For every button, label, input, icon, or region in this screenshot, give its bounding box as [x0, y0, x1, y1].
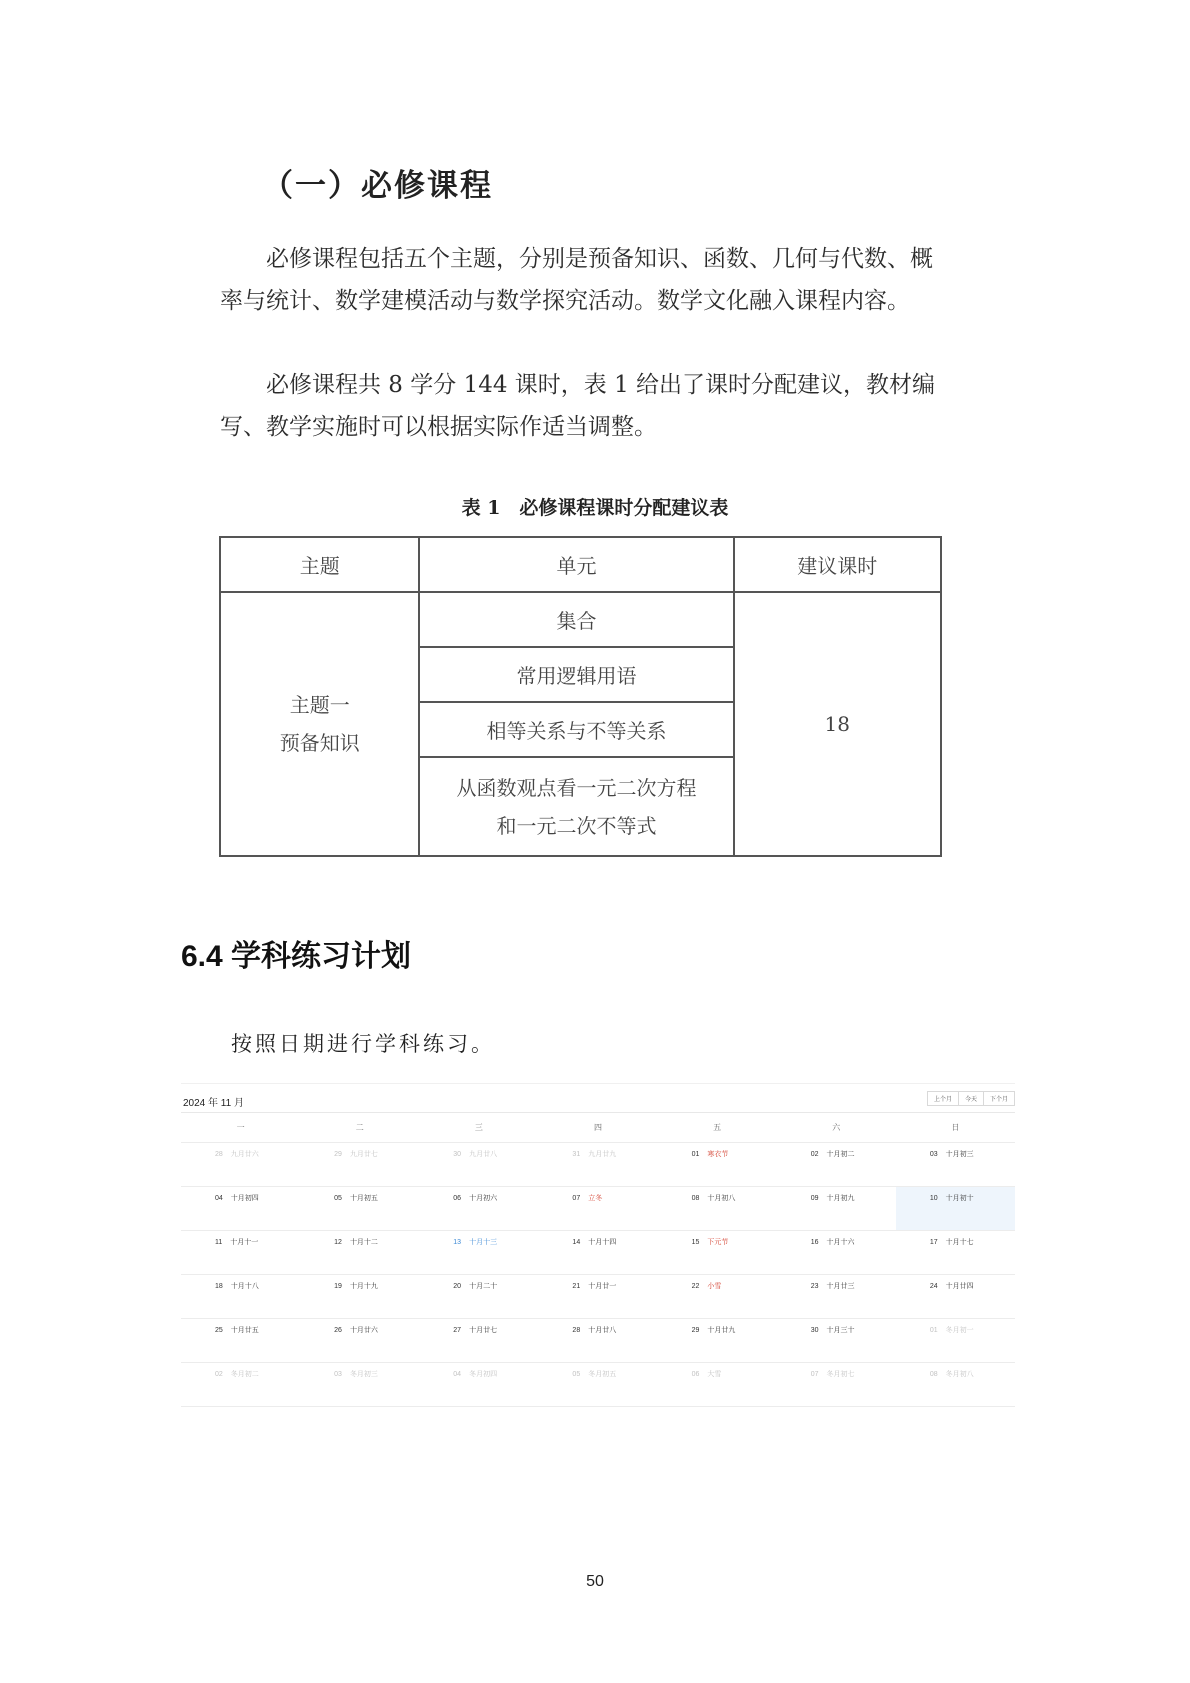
day-number: 24: [929, 1283, 938, 1290]
lunar-date: 小雪: [707, 1283, 722, 1290]
unit-cell: [419, 757, 733, 856]
lunar-date: 下元节: [707, 1239, 729, 1246]
calendar-day-text: [811, 1281, 855, 1291]
day-number: 08: [691, 1195, 700, 1202]
unit-cell: 相等关系与不等关系: [419, 702, 733, 757]
calendar-day-cell[interactable]: [777, 1187, 896, 1231]
lunar-date: 十月初八: [707, 1195, 736, 1202]
lunar-date: 十月初二: [826, 1151, 855, 1158]
table-header-row: [220, 537, 941, 592]
calendar-day-cell[interactable]: [181, 1143, 300, 1187]
day-number: 30: [810, 1327, 819, 1334]
unit-cell: 集合: [419, 592, 733, 647]
calendar-day-cell[interactable]: [181, 1319, 300, 1363]
theme-name: 主题一: [289, 693, 350, 717]
day-number: 07: [810, 1371, 819, 1378]
lunar-date: 十月十九: [349, 1283, 378, 1290]
lunar-date: 十月初三: [945, 1151, 974, 1158]
header-hours: 建议课时: [734, 537, 941, 592]
day-number: 28: [572, 1327, 581, 1334]
paragraph-required-courses: 必修课程包括五个主题，分别是预备知识、函数、几何与代数、概率与统计、数学建模活动与数学探究活动。数学文化融入课程内容。: [220, 246, 933, 314]
calendar-day-text: [334, 1281, 378, 1291]
calendar-day-cell[interactable]: [896, 1143, 1015, 1187]
calendar-day-text: [811, 1325, 855, 1335]
calendar-day-text: [930, 1325, 974, 1335]
lunar-date: 冬月初五: [588, 1371, 617, 1378]
lunar-date: 十月十三: [469, 1239, 498, 1246]
lunar-date: 寒衣节: [707, 1151, 729, 1158]
section-heading: （一）必修课程: [262, 168, 493, 204]
theme-cell: [220, 592, 419, 856]
calendar-weekday-header: [181, 1113, 1015, 1143]
calendar-day-cell[interactable]: [658, 1187, 777, 1231]
calendar-day-cell[interactable]: [300, 1319, 419, 1363]
day-number: 04: [215, 1195, 223, 1202]
day-number: 16: [810, 1239, 819, 1246]
calendar-day-cell[interactable]: [538, 1231, 657, 1275]
page-number: 50: [586, 1573, 604, 1590]
lunar-date: 十月十八: [230, 1283, 259, 1290]
day-number: 10: [929, 1195, 938, 1202]
calendar-day-cell[interactable]: [181, 1363, 300, 1407]
calendar-day-text: [215, 1369, 259, 1379]
calendar-day-cell[interactable]: [538, 1143, 657, 1187]
calendar-day-text: [811, 1369, 855, 1379]
calendar-day-text: [334, 1369, 378, 1379]
calendar-day-text: [453, 1193, 497, 1203]
calendar-day-cell[interactable]: [896, 1363, 1015, 1407]
header-unit: 单元: [419, 537, 733, 592]
calendar-day-text: [930, 1369, 974, 1379]
calendar-day-cell[interactable]: [777, 1275, 896, 1319]
calendar-day-text: [811, 1149, 855, 1159]
day-number: 23: [810, 1283, 819, 1290]
weekday-label: 四: [593, 1123, 602, 1132]
lunar-date: 冬月初二: [230, 1371, 259, 1378]
calendar-day-text: [453, 1325, 497, 1335]
calendar-day-text: [215, 1325, 259, 1335]
calendar-day-cell[interactable]: [538, 1363, 657, 1407]
calendar-day-text: [334, 1149, 378, 1159]
calendar-day-cell[interactable]: [300, 1231, 419, 1275]
day-number: 30: [453, 1151, 462, 1158]
weekday-label: 五: [713, 1123, 722, 1132]
calendar-day-text: [453, 1237, 497, 1247]
calendar: [181, 1083, 1015, 1407]
calendar-day-grid: [181, 1143, 1015, 1407]
day-number: 14: [572, 1239, 581, 1246]
day-number: 05: [334, 1195, 342, 1202]
calendar-day-text: [930, 1281, 974, 1291]
calendar-day-text: [692, 1149, 729, 1159]
day-number: 12: [334, 1239, 342, 1246]
calendar-day-text: [811, 1237, 855, 1247]
day-number: 02: [810, 1151, 819, 1158]
day-number: 07: [572, 1195, 581, 1202]
day-number: 18: [215, 1283, 223, 1290]
lunar-date: 十月廿一: [588, 1283, 617, 1290]
calendar-day-cell[interactable]: [300, 1363, 419, 1407]
calendar-day-text: [215, 1237, 258, 1247]
day-number: 01: [691, 1151, 700, 1158]
day-number: 20: [453, 1283, 462, 1290]
calendar-month-title: 2024 年 11 月: [183, 1098, 244, 1109]
lunar-date: 十月十四: [588, 1239, 617, 1246]
lunar-date: 十月十七: [945, 1239, 974, 1246]
lunar-date: 冬月初四: [469, 1371, 498, 1378]
unit-cell: 常用逻辑用语: [419, 647, 733, 702]
calendar-day-cell[interactable]: [181, 1275, 300, 1319]
calendar-day-cell[interactable]: [658, 1275, 777, 1319]
weekday-label: 六: [832, 1123, 841, 1132]
day-number: 01: [929, 1327, 938, 1334]
today-button[interactable]: 今天: [958, 1091, 984, 1106]
day-number: 06: [691, 1371, 700, 1378]
calendar-day-cell[interactable]: [538, 1319, 657, 1363]
lunar-date: 冬月初一: [945, 1327, 974, 1334]
prev-month-button[interactable]: 上个月: [927, 1091, 959, 1106]
lunar-date: 十月十二: [349, 1239, 378, 1246]
calendar-day-text: [334, 1237, 378, 1247]
calendar-day-text: [692, 1237, 729, 1247]
weekday-label: 一: [236, 1123, 245, 1132]
day-number: 31: [572, 1151, 581, 1158]
calendar-day-text: [572, 1149, 616, 1159]
day-number: 08: [929, 1371, 938, 1378]
calendar-toolbar: [181, 1083, 1015, 1113]
unit-line: 从函数观点看一元二次方程: [456, 775, 697, 800]
day-number: 29: [691, 1327, 700, 1334]
lunar-date: 十月廿六: [349, 1327, 378, 1334]
lunar-date: 十月十一: [230, 1239, 259, 1246]
calendar-day-cell[interactable]: [658, 1231, 777, 1275]
chapter-title: 6.4 学科练习计划: [181, 940, 412, 973]
calendar-day-cell[interactable]: [419, 1319, 538, 1363]
lunar-date: 冬月初八: [945, 1371, 974, 1378]
calendar-day-text: [692, 1325, 736, 1335]
calendar-day-cell[interactable]: [777, 1363, 896, 1407]
lunar-date: 九月廿九: [588, 1151, 617, 1158]
lunar-date: 十月廿五: [230, 1327, 259, 1334]
day-number: 29: [334, 1151, 342, 1158]
calendar-day-cell[interactable]: [777, 1319, 896, 1363]
lunar-date: 九月廿八: [469, 1151, 498, 1158]
lunar-date: 十月二十: [469, 1283, 498, 1290]
calendar-day-cell[interactable]: [419, 1275, 538, 1319]
weekday-label: 日: [951, 1123, 960, 1132]
calendar-day-cell[interactable]: [896, 1275, 1015, 1319]
calendar-day-cell[interactable]: [419, 1143, 538, 1187]
calendar-day-cell[interactable]: [538, 1187, 657, 1231]
weekday-label: 三: [474, 1123, 483, 1132]
calendar-day-text: [692, 1369, 722, 1379]
calendar-day-cell[interactable]: [896, 1231, 1015, 1275]
calendar-day-text: [453, 1369, 497, 1379]
lunar-date: 立冬: [588, 1195, 603, 1202]
lunar-date: 九月廿七: [349, 1151, 378, 1158]
lunar-date: 十月初九: [826, 1195, 855, 1202]
calendar-day-text: [453, 1281, 497, 1291]
day-number: 26: [334, 1327, 342, 1334]
calendar-nav: [928, 1091, 1015, 1106]
calendar-day-text: [692, 1193, 736, 1203]
day-number: 03: [929, 1151, 938, 1158]
day-number: 02: [215, 1371, 223, 1378]
calendar-day-text: [811, 1193, 855, 1203]
day-number: 13: [453, 1239, 462, 1246]
lunar-date: 十月初五: [349, 1195, 378, 1202]
lunar-date: 十月初十: [945, 1195, 974, 1202]
day-number: 25: [215, 1327, 223, 1334]
calendar-day-text: [215, 1193, 259, 1203]
next-month-button[interactable]: 下个月: [983, 1091, 1015, 1106]
calendar-day-cell[interactable]: [419, 1363, 538, 1407]
calendar-day-cell[interactable]: [181, 1231, 300, 1275]
calendar-day-cell[interactable]: [300, 1275, 419, 1319]
calendar-day-text: [572, 1193, 602, 1203]
lunar-date: 十月廿九: [707, 1327, 736, 1334]
calendar-day-text: [572, 1237, 616, 1247]
calendar-day-text: [692, 1281, 722, 1291]
day-number: 05: [572, 1371, 581, 1378]
lunar-date: 十月三十: [826, 1327, 855, 1334]
day-number: 06: [453, 1195, 462, 1202]
calendar-day-cell[interactable]: [419, 1231, 538, 1275]
table-row: [220, 592, 941, 647]
lunar-date: 十月廿七: [469, 1327, 498, 1334]
lunar-date: 十月初四: [230, 1195, 259, 1202]
calendar-day-text: [453, 1149, 497, 1159]
day-number: 21: [572, 1283, 581, 1290]
calendar-day-text: [930, 1149, 974, 1159]
calendar-day-cell[interactable]: [658, 1143, 777, 1187]
calendar-day-cell[interactable]: [896, 1187, 1015, 1231]
calendar-day-cell[interactable]: [419, 1187, 538, 1231]
lunar-date: 十月初六: [469, 1195, 498, 1202]
header-theme: 主题: [220, 537, 419, 592]
calendar-day-text: [572, 1281, 616, 1291]
day-number: 04: [453, 1371, 462, 1378]
calendar-day-cell[interactable]: [300, 1187, 419, 1231]
chapter-intro: 按照日期进行学科练习。: [231, 1032, 495, 1056]
paragraph-credit-hours: 必修课程共 8 学分 144 课时，表 1 给出了课时分配建议，教材编写、教学实施时可以根据实际作适当调整。: [220, 372, 936, 440]
day-number: 27: [453, 1327, 462, 1334]
lunar-date: 十月十六: [826, 1239, 855, 1246]
day-number: 19: [334, 1283, 342, 1290]
calendar-day-cell[interactable]: [896, 1319, 1015, 1363]
calendar-day-cell[interactable]: [658, 1363, 777, 1407]
unit-line: 和一元二次不等式: [496, 813, 657, 838]
hours-cell: 18: [734, 592, 941, 856]
calendar-day-cell[interactable]: [538, 1275, 657, 1319]
table-caption: 表 1 必修课程课时分配建议表: [461, 497, 729, 519]
calendar-day-cell[interactable]: [777, 1231, 896, 1275]
lunar-date: 十月廿四: [945, 1283, 974, 1290]
calendar-day-text: [572, 1369, 616, 1379]
day-number: 22: [691, 1283, 700, 1290]
lunar-date: 十月廿八: [588, 1327, 617, 1334]
day-number: 03: [334, 1371, 342, 1378]
day-number: 17: [929, 1239, 938, 1246]
calendar-day-cell[interactable]: [777, 1143, 896, 1187]
calendar-day-text: [215, 1149, 259, 1159]
calendar-day-cell[interactable]: [181, 1187, 300, 1231]
lunar-date: 冬月初三: [349, 1371, 378, 1378]
lunar-date: 大雪: [707, 1371, 722, 1378]
calendar-day-cell[interactable]: [658, 1319, 777, 1363]
calendar-day-text: [572, 1325, 616, 1335]
calendar-day-text: [930, 1193, 974, 1203]
calendar-day-cell[interactable]: [300, 1143, 419, 1187]
theme-subject: 预备知识: [279, 731, 360, 755]
calendar-day-text: [334, 1193, 378, 1203]
lunar-date: 九月廿六: [230, 1151, 259, 1158]
day-number: 11: [215, 1239, 223, 1246]
calendar-day-text: [215, 1281, 259, 1291]
course-hours-table: [219, 536, 942, 857]
lunar-date: 冬月初七: [826, 1371, 855, 1378]
calendar-day-text: [930, 1237, 974, 1247]
lunar-date: 十月廿三: [826, 1283, 855, 1290]
day-number: 28: [215, 1151, 223, 1158]
day-number: 09: [810, 1195, 819, 1202]
calendar-day-text: [334, 1325, 378, 1335]
day-number: 15: [691, 1239, 700, 1246]
weekday-label: 二: [355, 1123, 364, 1132]
